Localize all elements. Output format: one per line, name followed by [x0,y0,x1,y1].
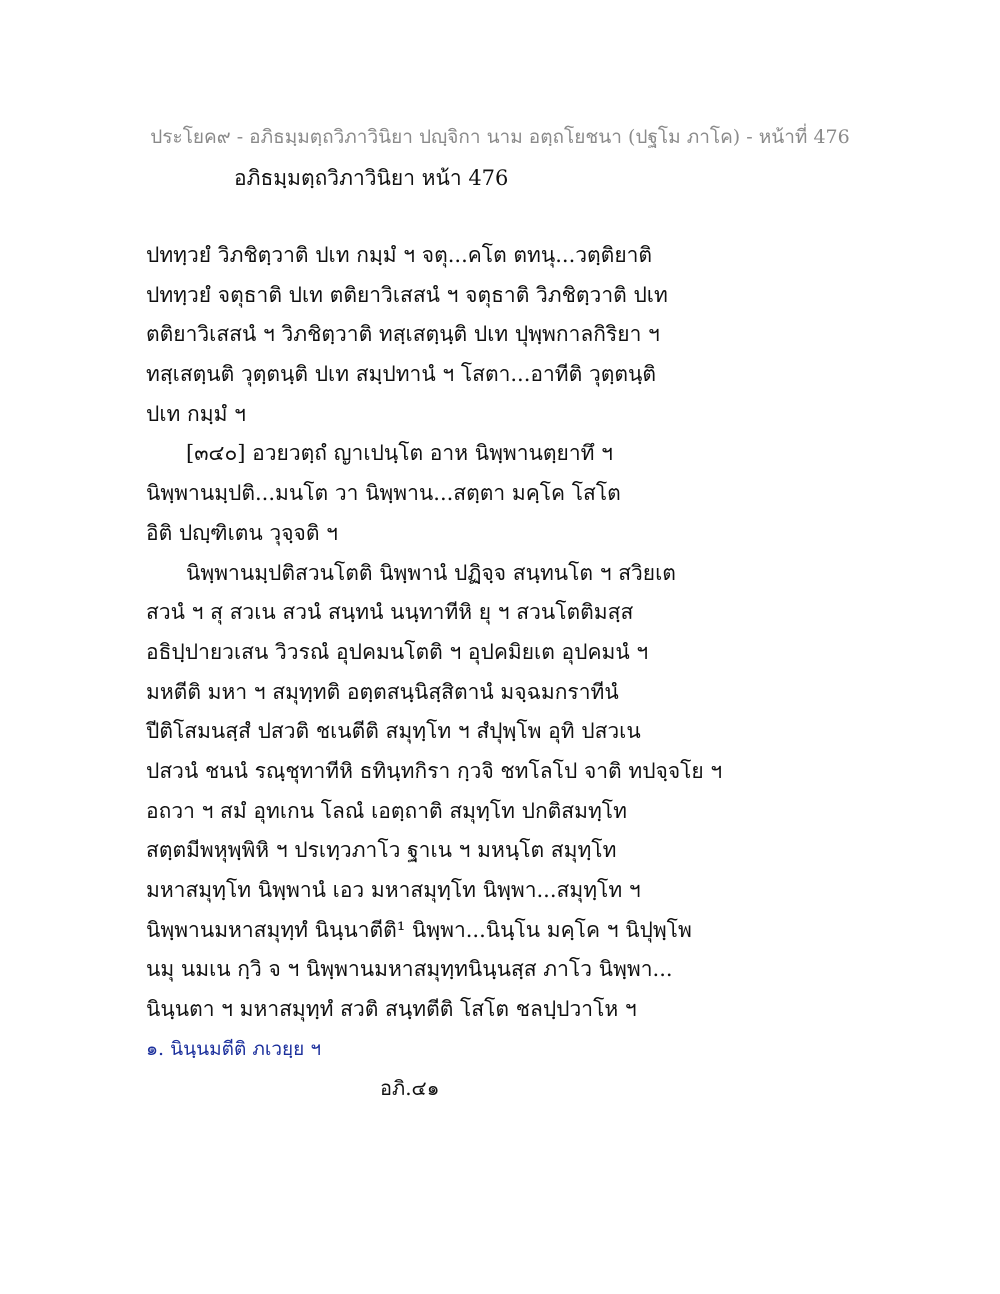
text-line: ตติยาวิเสสนํ ฯ วิภชิตฺวาติ ทสฺเสตฺนฺติ ปเท ปุพฺพกาลกิริยา ฯ [146,322,660,347]
text-line: อถวา ฯ สมํ อุทเกน โลณํ เอตฺถาติ สมุทฺโท ปกติสมทฺโท [146,798,627,823]
text-line: มหาสมุทฺโท นิพฺพานํ เอว มหาสมุทฺโท นิพฺพา...สมุทฺโท ฯ [146,878,641,902]
text-line: สวนํ ฯ สุ สวเน สวนํ สนฺทนํ นนฺทาทีหิ ยุ ฯ สวนโตติมสฺส [146,600,634,625]
text-line: มหตีติ มหา ฯ สมุทฺทติ อตฺตสนฺนิสฺสิตานํ มจฺฉมกราทีนํ [146,679,619,704]
text-line: ทสฺเสตฺนติ วุตฺตนฺติ ปเท สมฺปทานํ ฯ โสตา...อาทีติ วุตฺตนฺติ [146,362,657,387]
text-line: ปททฺวยํ จตุธาติ ปเท ตติยาวิเสสนํ ฯ จตุธาติ วิภชิตฺวาติ ปเท [146,282,668,307]
footnote: ๑. นินฺนมตีติ ภเวยฺย ฯ [146,1038,322,1060]
body-text [146,240,946,1034]
text-line: อธิปฺปายวเสน วิวรณํ อุปคมนโตติ ฯ อุปคมิยเต อุปคมนํ ฯ [146,639,649,664]
text-line: นิพฺพานมฺปติสวนโตติ นิพฺพานํ ปฏิจฺจ สนฺทนโต ฯ สวิยเต [186,560,676,585]
text-line: สตฺตมีพหุพฺพิหิ ฯ ปรเทฺวภาโว ฐาเน ฯ มหนฺโต สมุทฺโท [146,838,617,863]
text-line: อิติ ปญฺฑิเตน วุจฺจติ ฯ [146,520,338,545]
page-subheader: อภิธมฺมตฺถวิภาวินิยา หน้า 476 [234,166,509,190]
page-reference: อภิ.๔๑ [380,1076,440,1100]
text-line: ปสวนํ ชนนํ รณฺชุทาทีหิ ธทินฺทกิรา กฺวจิ ชทโลโป จาติ ทปจฺจโย ฯ [146,758,723,783]
text-line: ปเท กมฺมํ ฯ [146,401,246,426]
text-line: [๓๔๐] อวยวตฺถํ ญาเปนฺโต อาห นิพฺพานตฺยาทึ ฯ [186,441,613,466]
text-line: นิพฺพานมหาสมุทฺทํ นินฺนาตีติ¹ นิพฺพา...นินฺโน มคฺโค ฯ นิปุพฺโพ [146,917,692,942]
text-line: ปททฺวยํ วิภชิตฺวาติ ปเท กมฺมํ ฯ จตุ...คโต ตทนุ...วตฺติยาติ [146,243,653,267]
text-line: นินฺนตา ฯ มหาสมุทฺทํ สวติ สนฺทตีติ โสโต ชลปฺปวาโห ฯ [146,997,637,1022]
text-line: นิพฺพานมฺปติ...มนโต วา นิพฺพาน...สตฺตา มคฺโค โสโต [146,481,621,506]
text-line: ปีติโสมนสฺสํ ปสวติ ชเนตีติ สมุทฺโท ฯ สํปุพฺโพ อุทิ ปสวเน [146,719,641,744]
text-line: นมุ นมเน กฺวิ จ ฯ นิพฺพานมหาสมุทฺทนินฺนสฺส ภาโว นิพฺพา... [146,957,673,982]
running-header: ประโยค๙ - อภิธมฺมตฺถวิภาวินิยา ปญฺจิกา นาม อตฺถโยชนา (ปฐโม ภาโค) - หน้าที่ 476 [150,126,850,148]
